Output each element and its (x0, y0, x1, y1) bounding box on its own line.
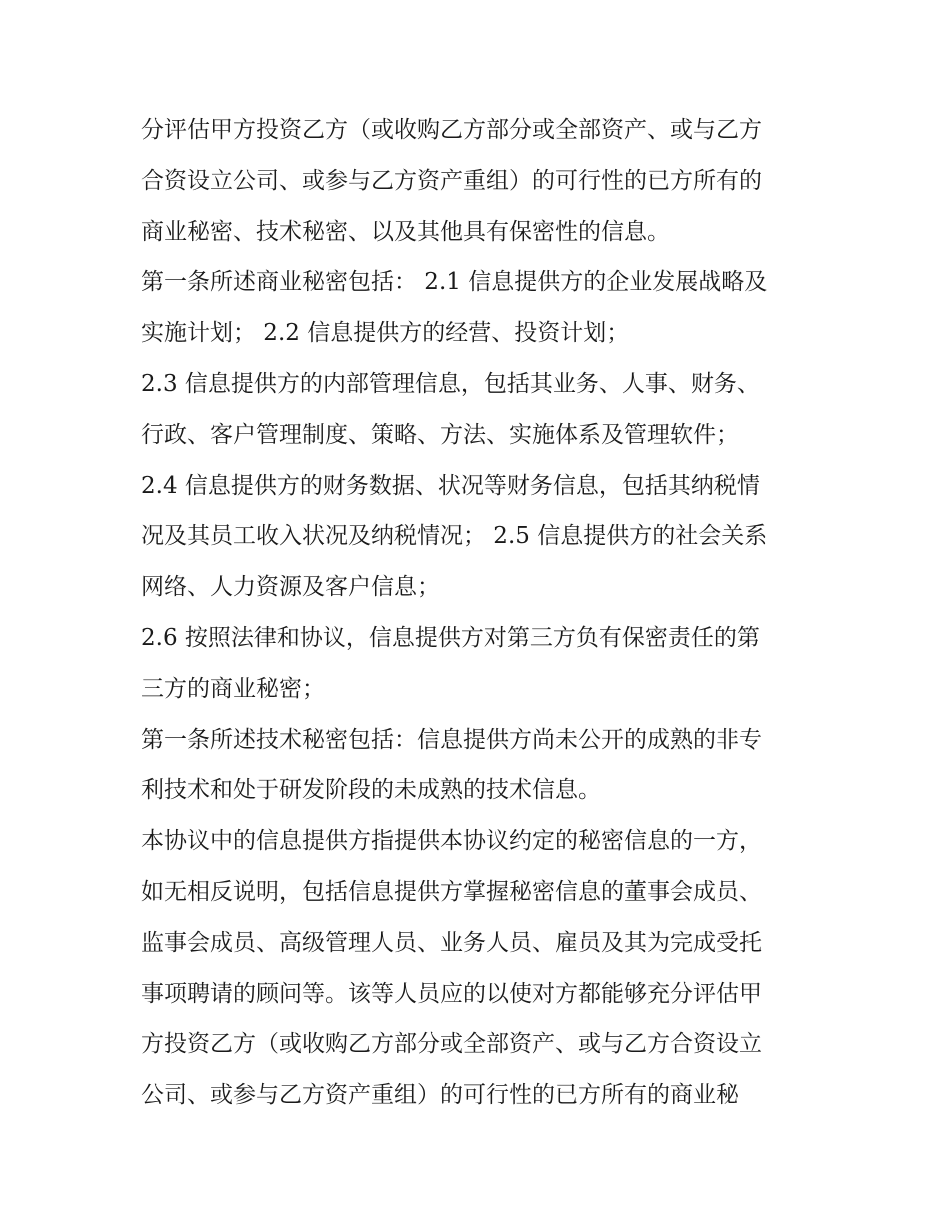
text-line: 事项聘请的顾问等。该等人员应的以使对方都能够充分评估甲 (141, 980, 762, 1007)
text-line: 本协议中的信息提供方指提供本协议约定的秘密信息的一方， (141, 828, 762, 855)
text-line: 网络、人力资源及客户信息； (141, 574, 440, 601)
text-line: 分评估甲方投资乙方（或收购乙方部分或全部资产、或与乙方 (141, 117, 762, 143)
text-line: 商业秘密、技术秘密、以及其他具有保密性的信息。 (141, 218, 670, 245)
text-line: 监事会成员、高级管理人员、业务人员、雇员及其为完成受托 (141, 929, 762, 956)
text-line: 合资设立公司、或参与乙方资产重组）的可行性的已方所有的 (141, 167, 762, 194)
text-line: 第一条所述技术秘密包括：信息提供方尚未公开的成熟的非专 (141, 726, 762, 753)
text-line: 三方的商业秘密； (141, 675, 325, 702)
text-line: 方投资乙方（或收购乙方部分或全部资产、或与乙方合资设立 (141, 1031, 762, 1058)
text-line: 公司、或参与乙方资产重组）的可行性的已方所有的商业秘 (141, 1082, 739, 1109)
text-line: 实施计划； 2.2 信息提供方的经营、投资计划； (141, 320, 630, 347)
text-line: 2.4 信息提供方的财务数据、状况等财务信息，包括其纳税情 (141, 472, 760, 499)
text-line: 第一条所述商业秘密包括： 2.1 信息提供方的企业发展战略及 (141, 269, 768, 296)
text-line: 如无相反说明，包括信息提供方掌握秘密信息的董事会成员、 (141, 878, 762, 905)
text-line: 利技术和处于研发阶段的未成熟的技术信息。 (141, 777, 601, 804)
text-line: 2.6 按照法律和协议，信息提供方对第三方负有保密责任的第 (141, 624, 760, 651)
text-line: 行政、客户管理制度、策略、方法、实施体系及管理软件； (141, 421, 739, 448)
text-line: 2.3 信息提供方的内部管理信息，包括其业务、人事、财务、 (141, 370, 760, 397)
document-body (141, 105, 821, 1121)
text-line: 况及其员工收入状况及纳税情况； 2.5 信息提供方的社会关系 (141, 523, 768, 550)
